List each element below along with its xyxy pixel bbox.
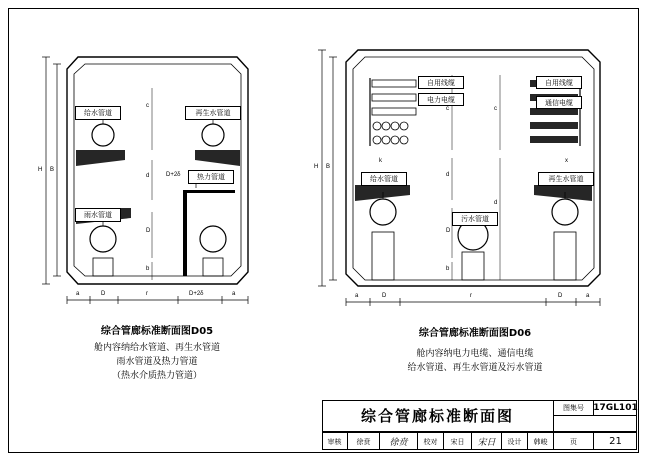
dim-d06-H: H bbox=[314, 164, 319, 170]
dim-d06-d: d bbox=[446, 172, 450, 178]
mark-d06-k: k bbox=[379, 158, 382, 164]
dim-d05-d: d bbox=[146, 173, 150, 179]
signoff-name-check: 宋日 bbox=[444, 432, 472, 450]
label-d06-power-cable: 电力电缆 bbox=[418, 93, 464, 106]
dim-d05-D2d-inner: D+2δ bbox=[166, 172, 181, 178]
dim-d06-b: b bbox=[446, 266, 450, 272]
mark-d06-x: x bbox=[565, 158, 568, 164]
dim-d06-bottom-D2: D bbox=[558, 293, 563, 299]
title-block-main-title: 综合管廊标准断面图 bbox=[322, 400, 554, 432]
label-d05-reclaimed-pipe: 再生水管道 bbox=[185, 106, 241, 120]
label-d06-supply-pipe: 给水管道 bbox=[361, 172, 407, 186]
label-d06-own-cable-left: 自用线缆 bbox=[418, 76, 464, 89]
label-d06-own-cable-right: 自用线缆 bbox=[536, 76, 582, 89]
dim-d05-bottom-D1: D bbox=[101, 291, 106, 297]
dim-d05-bottom-D2d: D+2δ bbox=[189, 291, 204, 297]
dim-d06-c: c bbox=[446, 106, 449, 112]
label-d06-comm-cable: 通信电缆 bbox=[536, 96, 582, 109]
note-d05-2: 雨水管道及热力管道 bbox=[116, 357, 198, 367]
signoff-role-check: 校对 bbox=[418, 432, 444, 450]
signoff-role-review: 审核 bbox=[322, 432, 348, 450]
caption-d05: 综合管廊标准断面图D05 bbox=[100, 326, 214, 337]
dim-d06-bottom-r: r bbox=[470, 293, 472, 299]
dim-d06-bottom-a1: a bbox=[355, 293, 359, 299]
label-d05-heating-pipe: 热力管道 bbox=[188, 170, 234, 184]
title-block-atlas-no: 17GL101 bbox=[594, 400, 637, 416]
dim-d06-bottom-a2: a bbox=[586, 293, 590, 299]
dim-d06-c2: c bbox=[494, 106, 497, 112]
dim-d05-b: b bbox=[146, 266, 150, 272]
dim-d06-d2: d bbox=[494, 200, 498, 206]
signoff-role-design: 设计 bbox=[502, 432, 528, 450]
caption-d06: 综合管廊标准断面图D06 bbox=[418, 328, 532, 339]
label-d06-reclaimed-pipe: 再生水管道 bbox=[538, 172, 594, 186]
dim-d05-c: c bbox=[146, 103, 149, 109]
dim-d05-bottom-r: r bbox=[146, 291, 148, 297]
title-block-atlas-label: 图集号 bbox=[554, 400, 594, 416]
note-d05-1: 舱内容纳给水管道、再生水管道 bbox=[93, 343, 220, 353]
dim-d06-bottom-D1: D bbox=[382, 293, 387, 299]
dim-d05-B: B bbox=[50, 167, 55, 173]
note-d06-1: 舱内容纳电力电缆、通信电缆 bbox=[416, 349, 534, 359]
note-d05-3: （热水介质热力管道） bbox=[111, 371, 202, 381]
dim-d05-bottom-a1: a bbox=[76, 291, 80, 297]
label-d05-rain-pipe: 雨水管道 bbox=[75, 208, 121, 222]
dim-d05-H: H bbox=[38, 167, 43, 173]
title-block-page-label: 页 bbox=[554, 432, 594, 450]
dim-d05-D: D bbox=[146, 228, 151, 234]
dim-d05-bottom-a2: a bbox=[232, 291, 236, 297]
signoff-signature-review: 徐贲 bbox=[380, 432, 418, 450]
dim-d06-B: B bbox=[326, 164, 331, 170]
label-d06-sewage-pipe: 污水管道 bbox=[452, 212, 498, 226]
signoff-signature-check: 宋日 bbox=[472, 432, 502, 450]
signoff-name-review: 徐贲 bbox=[348, 432, 380, 450]
note-d06-2: 给水管道、再生水管道及污水管道 bbox=[407, 363, 543, 373]
signoff-name-design: 韩峻 bbox=[528, 432, 554, 450]
title-block-page-no: 21 bbox=[594, 432, 637, 450]
dim-d06-D: D bbox=[446, 228, 451, 234]
title-block-blank-cell bbox=[554, 416, 637, 432]
label-d05-supply-pipe: 给水管道 bbox=[75, 106, 121, 120]
